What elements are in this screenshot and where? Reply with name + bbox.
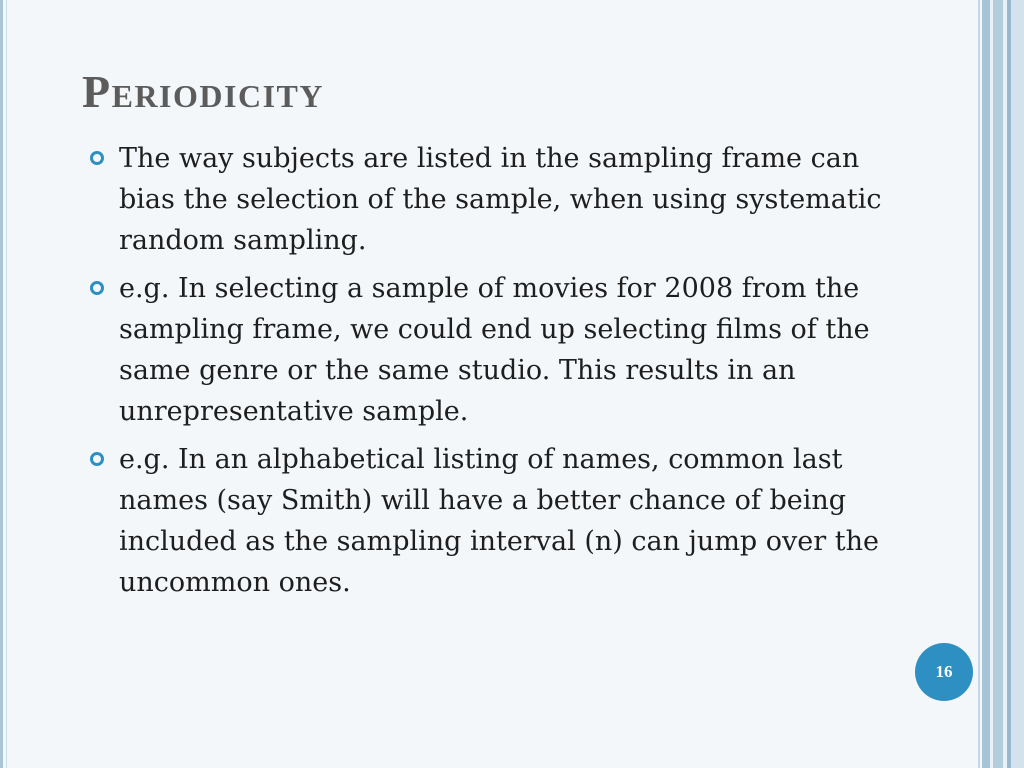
bullet-ring-icon <box>90 151 104 165</box>
bullet-text: e.g. In an alphabetical listing of names, common last names (say Smith) will have a better chance of being included as the sampling interval (n) can jump over the uncommon ones. <box>119 444 879 598</box>
bullet-text: e.g. In selecting a sample of movies for 2008 from the sampling frame, we could end up selecting films of the same genre or the same studio. This results in an unrepresentative sample. <box>119 273 870 427</box>
left-border <box>0 0 3 768</box>
right-stripe <box>978 0 980 768</box>
bullet-item <box>88 439 918 603</box>
page-number: 16 <box>935 662 953 681</box>
right-stripe <box>1011 0 1024 768</box>
slide-title: Periodicity <box>82 66 324 117</box>
page-number-badge <box>915 643 973 701</box>
right-stripe <box>982 0 990 768</box>
bullet-ring-icon <box>90 281 104 295</box>
left-border-line <box>6 0 7 768</box>
bullet-text: The way subjects are listed in the sampling frame can bias the selection of the sample, when using systematic random sampling. <box>119 143 882 256</box>
bullet-item <box>88 268 918 432</box>
bullet-item <box>88 138 918 261</box>
bullet-ring-icon <box>90 452 104 466</box>
bullet-list <box>88 138 918 610</box>
right-stripe <box>993 0 1003 768</box>
